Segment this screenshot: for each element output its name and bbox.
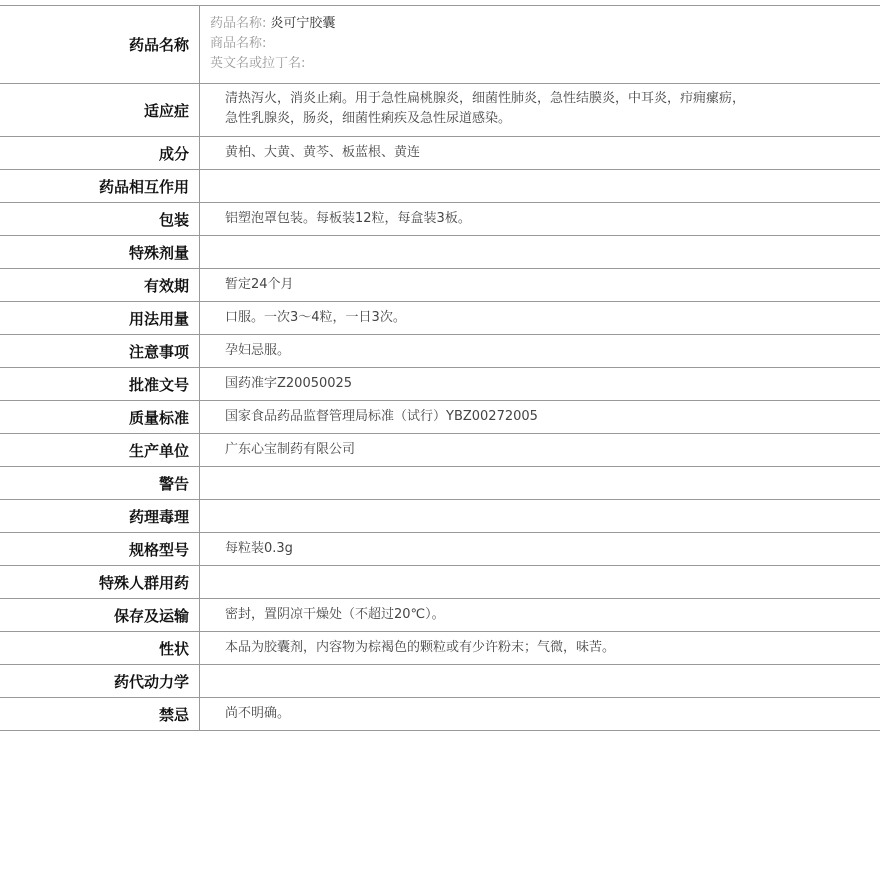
row-label: 适应症: [0, 84, 200, 136]
row-value: 广东心宝制药有限公司: [225, 442, 356, 457]
row-value: [200, 236, 880, 268]
row-label: 药品相互作用: [0, 170, 200, 202]
row-label: 禁忌: [0, 698, 200, 730]
table-row: [0, 500, 880, 533]
row-label: 用法用量: [0, 302, 200, 334]
table-row: [0, 599, 880, 632]
row-value: [200, 500, 880, 532]
table-row: [0, 170, 880, 203]
table-row: [0, 632, 880, 665]
row-value: 每粒装0.3g: [225, 541, 293, 556]
row-value: 国家食品药品监督管理局标准（试行）YBZ00272005: [225, 409, 538, 424]
row-value: 孕妇忌服。: [225, 343, 291, 358]
table-row: [0, 137, 880, 170]
row-value: 密封，置阴凉干燥处（不超过20℃）。: [225, 607, 445, 622]
row-label: 药理毒理: [0, 500, 200, 532]
table-row: [0, 368, 880, 401]
row-label: 保存及运输: [0, 599, 200, 631]
table-row: [0, 698, 880, 731]
table-row: [0, 302, 880, 335]
row-label: 包装: [0, 203, 200, 235]
row-value: [200, 467, 880, 499]
row-value: [200, 665, 880, 697]
row-value: 国药准字Z20050025: [225, 376, 353, 391]
drug-name-value: 炎可宁胶囊: [270, 16, 336, 31]
table-row: [0, 236, 880, 269]
row-label: 成分: [0, 137, 200, 169]
table-row: [0, 401, 880, 434]
table-row: [0, 533, 880, 566]
drug-name-row: [0, 6, 880, 84]
row-value: 口服。一次3～4粒，一日3次。: [225, 310, 406, 325]
table-row: [0, 203, 880, 236]
row-label: 药品名称: [0, 6, 200, 83]
row-value: 暂定24个月: [225, 277, 294, 292]
table-row: [0, 269, 880, 302]
indications-line-1: 清热泻火，消炎止痢。用于急性扁桃腺炎，细菌性肺炎，急性结膜炎，中耳炎，疖痈瘰疬，: [225, 91, 746, 106]
table-row: [0, 434, 880, 467]
row-value: [200, 170, 880, 202]
row-label: 批准文号: [0, 368, 200, 400]
table-row: [0, 335, 880, 368]
row-label: 特殊人群用药: [0, 566, 200, 598]
indications-row: [0, 84, 880, 137]
drug-name-label: 药品名称:: [210, 16, 267, 31]
row-value: 尚不明确。: [225, 706, 291, 721]
row-label: 性状: [0, 632, 200, 664]
row-label: 警告: [0, 467, 200, 499]
table-row: [0, 566, 880, 599]
drug-name-block: [200, 6, 880, 83]
drug-name-line: [210, 14, 880, 34]
english-name-label: 英文名或拉丁名:: [210, 56, 306, 71]
indications-line-2: 急性乳腺炎，肠炎，细菌性痢疾及急性尿道感染。: [225, 111, 512, 126]
row-label: 特殊剂量: [0, 236, 200, 268]
drug-info-table: [0, 5, 880, 731]
table-row: [0, 467, 880, 500]
row-value: 黄柏、大黄、黄芩、板蓝根、黄连: [225, 145, 421, 160]
row-label: 规格型号: [0, 533, 200, 565]
row-label: 有效期: [0, 269, 200, 301]
row-value: [200, 566, 880, 598]
row-value: 铝塑泡罩包装。每板装12粒，每盒装3板。: [225, 211, 471, 226]
row-label: 药代动力学: [0, 665, 200, 697]
indications-value: [200, 84, 880, 136]
row-label: 注意事项: [0, 335, 200, 367]
table-row: [0, 665, 880, 698]
row-label: 质量标准: [0, 401, 200, 433]
row-value: 本品为胶囊剂，内容物为棕褐色的颗粒或有少许粉末；气微，味苦。: [225, 640, 616, 655]
row-label: 生产单位: [0, 434, 200, 466]
trade-name-label: 商品名称:: [210, 36, 267, 51]
